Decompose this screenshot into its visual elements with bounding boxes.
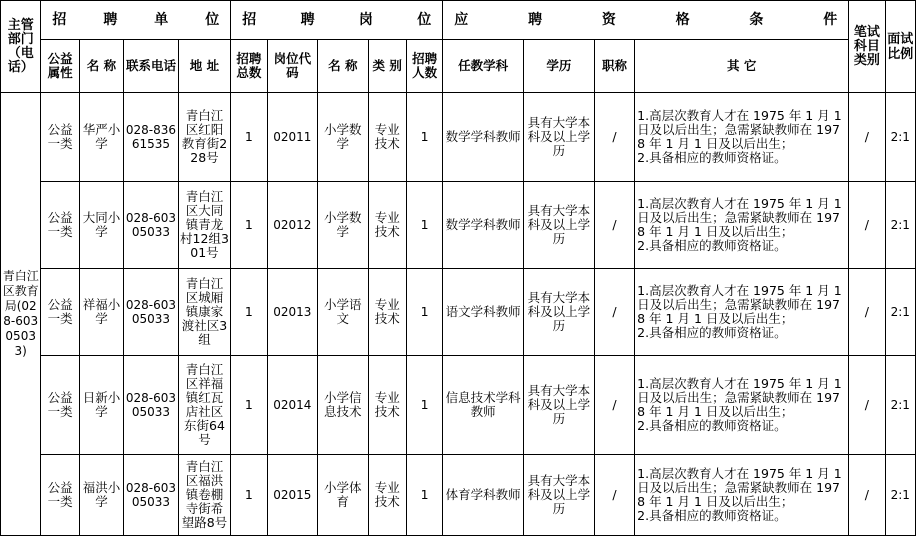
interview-ratio: 2:1 bbox=[885, 269, 915, 356]
header-unit-address: 地 址 bbox=[178, 40, 231, 93]
table-row bbox=[1, 269, 916, 356]
unit-name: 福洪小学 bbox=[79, 455, 123, 536]
post-quota: 1 bbox=[406, 182, 442, 269]
other-requirements: 1.高层次教育人才在 1975 年 1 月 1 日及以后出生；急需紧缺教师在 1978 年 1 月 1 日及以后出生； 2.具备相应的教师资格证。 bbox=[635, 269, 849, 356]
education: 具有大学本科及以上学历 bbox=[524, 356, 595, 455]
header-written-exam: 笔试科目类别 bbox=[849, 1, 885, 93]
table-row bbox=[1, 455, 916, 536]
unit-nature: 公益一类 bbox=[41, 356, 79, 455]
unit-phone: 028-60305033 bbox=[124, 356, 179, 455]
subject: 语文学科教师 bbox=[443, 269, 524, 356]
post-code: 02012 bbox=[267, 182, 317, 269]
education: 具有大学本科及以上学历 bbox=[524, 269, 595, 356]
written-exam: / bbox=[849, 93, 885, 182]
unit-address: 青白江区福洪镇卷棚寺街希望路8号 bbox=[178, 455, 231, 536]
table-row bbox=[1, 182, 916, 269]
header-post-group: 招 聘 岗 位 bbox=[231, 1, 443, 40]
unit-address: 青白江区祥福镇红瓦店社区东街64号 bbox=[178, 356, 231, 455]
header-post-name: 名 称 bbox=[318, 40, 368, 93]
header-row-2 bbox=[1, 40, 916, 93]
interview-ratio: 2:1 bbox=[885, 182, 915, 269]
post-code: 02014 bbox=[267, 356, 317, 455]
total-quota: 1 bbox=[231, 93, 267, 182]
other-requirements: 1.高层次教育人才在 1975 年 1 月 1 日及以后出生；急需紧缺教师在 1978 年 1 月 1 日及以后出生； 2.具备相应的教师资格证。 bbox=[635, 356, 849, 455]
post-category: 专业技术 bbox=[368, 182, 406, 269]
post-name: 小学语文 bbox=[318, 269, 368, 356]
post-category: 专业技术 bbox=[368, 356, 406, 455]
header-post-code: 岗位代码 bbox=[267, 40, 317, 93]
header-education: 学历 bbox=[524, 40, 595, 93]
title-requirement: / bbox=[594, 182, 634, 269]
subject: 信息技术学科教师 bbox=[443, 356, 524, 455]
post-category: 专业技术 bbox=[368, 93, 406, 182]
unit-nature: 公益一类 bbox=[41, 93, 79, 182]
table-row bbox=[1, 93, 916, 182]
title-requirement: / bbox=[594, 356, 634, 455]
other-requirements: 1.高层次教育人才在 1975 年 1 月 1 日及以后出生；急需紧缺教师在 1978 年 1 月 1 日及以后出生； 2.具备相应的教师资格证。 bbox=[635, 182, 849, 269]
header-total-quota: 招聘总数 bbox=[231, 40, 267, 93]
unit-name: 大同小学 bbox=[79, 182, 123, 269]
written-exam: / bbox=[849, 182, 885, 269]
title-requirement: / bbox=[594, 93, 634, 182]
subject: 数学学科教师 bbox=[443, 93, 524, 182]
written-exam: / bbox=[849, 269, 885, 356]
post-name: 小学数学 bbox=[318, 182, 368, 269]
unit-nature: 公益一类 bbox=[41, 182, 79, 269]
post-category: 专业技术 bbox=[368, 455, 406, 536]
header-other: 其 它 bbox=[635, 40, 849, 93]
header-unit-group: 招 聘 单 位 bbox=[41, 1, 231, 40]
subject: 体育学科教师 bbox=[443, 455, 524, 536]
subject: 数学学科教师 bbox=[443, 182, 524, 269]
title-requirement: / bbox=[594, 269, 634, 356]
unit-name: 日新小学 bbox=[79, 356, 123, 455]
header-post-category: 类 别 bbox=[368, 40, 406, 93]
unit-phone: 028-60305033 bbox=[124, 269, 179, 356]
interview-ratio: 2:1 bbox=[885, 455, 915, 536]
total-quota: 1 bbox=[231, 356, 267, 455]
post-quota: 1 bbox=[406, 356, 442, 455]
title-requirement: / bbox=[594, 455, 634, 536]
header-unit-phone: 联系电话 bbox=[124, 40, 179, 93]
header-qual-group: 应 聘 资 格 条 件 bbox=[443, 1, 849, 40]
unit-address: 青白江区城厢镇康家渡社区3组 bbox=[178, 269, 231, 356]
post-quota: 1 bbox=[406, 269, 442, 356]
post-quota: 1 bbox=[406, 455, 442, 536]
total-quota: 1 bbox=[231, 182, 267, 269]
header-interview-ratio: 面试比例 bbox=[885, 1, 915, 93]
post-code: 02011 bbox=[267, 93, 317, 182]
unit-name: 华严小学 bbox=[79, 93, 123, 182]
header-dept: 主管部门（电话） bbox=[1, 1, 41, 93]
department-cell: 青白江区教育局(028-60305033) bbox=[1, 93, 41, 536]
unit-address: 青白江区大同镇青龙村12组301号 bbox=[178, 182, 231, 269]
table-row bbox=[1, 356, 916, 455]
written-exam: / bbox=[849, 455, 885, 536]
unit-phone: 028-83661535 bbox=[124, 93, 179, 182]
interview-ratio: 2:1 bbox=[885, 356, 915, 455]
header-title: 职称 bbox=[594, 40, 634, 93]
header-row-1 bbox=[1, 1, 916, 40]
header-unit-name: 名 称 bbox=[79, 40, 123, 93]
interview-ratio: 2:1 bbox=[885, 93, 915, 182]
post-code: 02015 bbox=[267, 455, 317, 536]
education: 具有大学本科及以上学历 bbox=[524, 455, 595, 536]
unit-nature: 公益一类 bbox=[41, 455, 79, 536]
total-quota: 1 bbox=[231, 455, 267, 536]
other-requirements: 1.高层次教育人才在 1975 年 1 月 1 日及以后出生；急需紧缺教师在 1978 年 1 月 1 日及以后出生； 2.具备相应的教师资格证。 bbox=[635, 93, 849, 182]
unit-phone: 028-60305033 bbox=[124, 182, 179, 269]
post-name: 小学数学 bbox=[318, 93, 368, 182]
post-quota: 1 bbox=[406, 93, 442, 182]
other-requirements: 1.高层次教育人才在 1975 年 1 月 1 日及以后出生；急需紧缺教师在 1978 年 1 月 1 日及以后出生； 2.具备相应的教师资格证。 bbox=[635, 455, 849, 536]
unit-phone: 028-60305033 bbox=[124, 455, 179, 536]
header-post-quota: 招聘人数 bbox=[406, 40, 442, 93]
post-name: 小学信息技术 bbox=[318, 356, 368, 455]
written-exam: / bbox=[849, 356, 885, 455]
unit-name: 祥福小学 bbox=[79, 269, 123, 356]
education: 具有大学本科及以上学历 bbox=[524, 93, 595, 182]
post-category: 专业技术 bbox=[368, 269, 406, 356]
total-quota: 1 bbox=[231, 269, 267, 356]
post-code: 02013 bbox=[267, 269, 317, 356]
header-unit-nature: 公益属性 bbox=[41, 40, 79, 93]
unit-nature: 公益一类 bbox=[41, 269, 79, 356]
post-name: 小学体育 bbox=[318, 455, 368, 536]
unit-address: 青白江区红阳教育街228号 bbox=[178, 93, 231, 182]
header-subject: 任教学科 bbox=[443, 40, 524, 93]
education: 具有大学本科及以上学历 bbox=[524, 182, 595, 269]
